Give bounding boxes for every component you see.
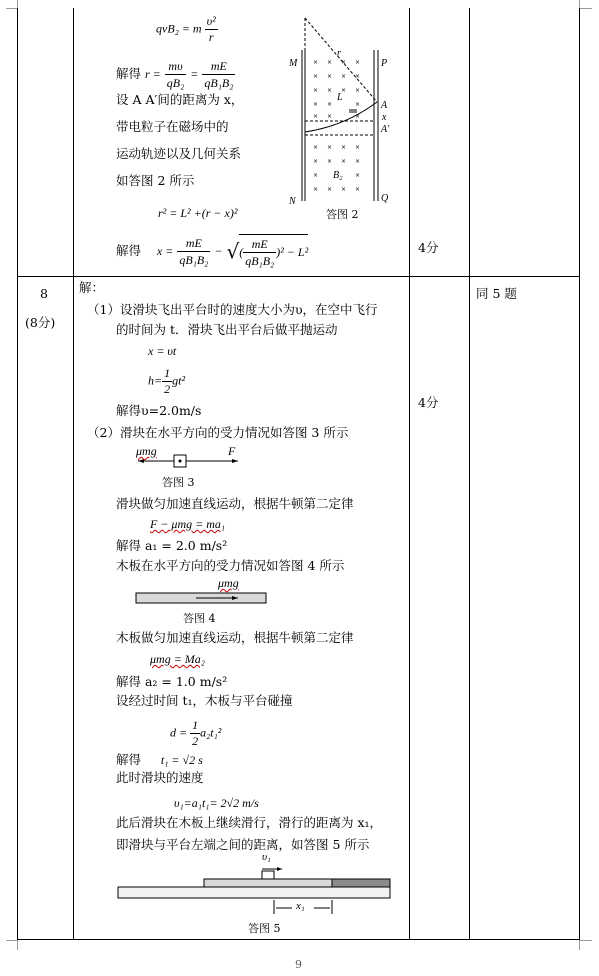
svg-text:×: × [341, 158, 347, 165]
svg-text:×: × [341, 87, 347, 94]
force-label: F [228, 444, 236, 458]
question-number: 8 [40, 286, 48, 301]
svg-text:×: × [313, 59, 319, 66]
figure-caption: 答图 3 [162, 476, 195, 489]
corner-mark [580, 8, 592, 9]
label-M: M [289, 58, 298, 69]
text-line: 即滑块与平台左端之间的距离，如答图 5 所示 [116, 837, 370, 852]
table-border [469, 8, 470, 940]
equation-r: 解得 r = $\frac{m\upsilon}{\text{qB₂}}$ = $\frac{mE}{\text{qB₁B₂}}$ [116, 59, 234, 90]
result-t1: 解得 t₁ = √2 s [116, 752, 203, 767]
equation-force: qvB₂ = m $\frac{\text{υ²}}{r}$ [156, 14, 216, 44]
distance-label: x₁ [296, 900, 305, 912]
svg-text:×: × [327, 101, 333, 108]
svg-text:×: × [327, 144, 333, 151]
svg-text:×: × [313, 144, 319, 151]
label-A-prime: A′ [381, 124, 390, 135]
equation-final-x: 解得 x = $\frac{mE}{\text{qB₁B₂}}$ − √( $\frac{mE}{\text{qB₁B₂}}$ )² − L² [116, 236, 309, 268]
svg-text:×: × [313, 73, 319, 80]
svg-text:×: × [355, 87, 361, 94]
equation-x: x = υt [148, 344, 177, 358]
svg-text:×: × [355, 172, 361, 179]
table-border [17, 939, 580, 940]
magnetic-field-figure [285, 16, 400, 206]
label-x: x [382, 112, 387, 123]
text-line: 木板做匀加速直线运动，根据牛顿第二定律 [116, 630, 354, 645]
friction-label: μmg [218, 576, 239, 590]
svg-text:×: × [355, 186, 361, 193]
svg-text:×: × [341, 59, 347, 66]
velocity-label: υ₁ [262, 851, 271, 863]
svg-text:×: × [327, 158, 333, 165]
equation-a2: μmg = Ma₂ [150, 652, 205, 666]
text-line: 的时间为 t．滑块飞出平台后做平抛运动 [116, 322, 338, 337]
result-a2: 解得 a₂ = 1.0 m/s² [116, 674, 228, 689]
text-line: 木板在水平方向的受力情况如答图 4 所示 [116, 558, 345, 573]
svg-text:×: × [355, 158, 361, 165]
label-Q: Q [381, 193, 389, 204]
text-line: 此时滑块的速度 [116, 770, 204, 785]
label-B2: B₂ [333, 170, 343, 181]
text-line: 运动轨迹以及几何关系 [116, 146, 242, 161]
table-border [409, 8, 410, 940]
figure-caption: 答图 2 [326, 208, 359, 221]
svg-text:×: × [327, 59, 333, 66]
question-points: (8分) [25, 315, 56, 330]
svg-text:×: × [313, 87, 319, 94]
svg-text:×: × [327, 87, 333, 94]
label-r: r [337, 48, 341, 59]
note-cell: 同 5 题 [476, 286, 517, 301]
result-v: 解得υ=2.0m/s [116, 403, 202, 418]
svg-text:×: × [313, 186, 319, 193]
text-line: 设 A A′间的距离为 x， [116, 92, 244, 107]
svg-text:×: × [313, 158, 319, 165]
force-diagram-board [134, 588, 268, 608]
equation-a1: F − μmg = ma₁ [150, 517, 226, 531]
corner-mark [17, 940, 18, 950]
svg-text:×: × [313, 101, 319, 108]
svg-text:×: × [355, 113, 361, 120]
svg-text:×: × [355, 59, 361, 66]
svg-text:×: × [327, 113, 333, 120]
text-line: 设经过时间 t₁，木板与平台碰撞 [116, 693, 293, 708]
label-L: L [337, 92, 343, 103]
equation-v1: υ₁=a₁t₁= 2√2 m/s [174, 796, 259, 810]
svg-text:×: × [355, 73, 361, 80]
svg-text:×: × [355, 144, 361, 151]
equation-geometry: r² = L² +(r − x)² [158, 206, 238, 220]
label-A: A [381, 100, 388, 111]
label-N: N [289, 196, 296, 206]
text-line: 此后滑块在木板上继续滑行，滑行的距离为 x₁， [116, 815, 383, 830]
svg-text:×: × [355, 101, 361, 108]
friction-label: μmg [136, 444, 157, 458]
table-border [73, 8, 74, 940]
corner-mark [579, 940, 580, 950]
sliding-diagram [116, 862, 394, 918]
result-a1: 解得 a₁ = 2.0 m/s² [116, 538, 228, 553]
text-line: （2）滑块在水平方向的受力情况如答图 3 所示 [87, 425, 349, 440]
text-line: 滑块做匀加速直线运动，根据牛顿第二定律 [116, 496, 354, 511]
svg-text:×: × [313, 172, 319, 179]
figure-caption: 答图 5 [248, 922, 281, 935]
page-number: 9 [295, 958, 302, 971]
svg-text:×: × [327, 186, 333, 193]
table-border [17, 276, 580, 277]
text-line: （1）设滑块飞出平台时的速度大小为υ，在空中飞行 [87, 302, 378, 317]
score-cell: 4分 [418, 395, 439, 410]
table-border [17, 8, 18, 940]
table-border [579, 8, 580, 940]
svg-text:×: × [341, 144, 347, 151]
text-line: 带电粒子在磁场中的 [116, 119, 229, 134]
svg-text:×: × [327, 73, 333, 80]
corner-mark [580, 940, 592, 941]
svg-text:×: × [341, 186, 347, 193]
equation-h: h= $\frac{1}{2}$ gt² [148, 366, 186, 396]
text-line: 如答图 2 所示 [116, 173, 195, 188]
equation-d: d = $\frac{1}{2}$ a₂t₁² [170, 718, 222, 748]
solution-label: 解： [79, 280, 105, 295]
label-P: P [381, 58, 388, 69]
figure-caption: 答图 4 [183, 612, 216, 625]
score-cell: 4分 [418, 240, 439, 255]
svg-text:×: × [341, 73, 347, 80]
svg-text:×: × [313, 113, 319, 120]
